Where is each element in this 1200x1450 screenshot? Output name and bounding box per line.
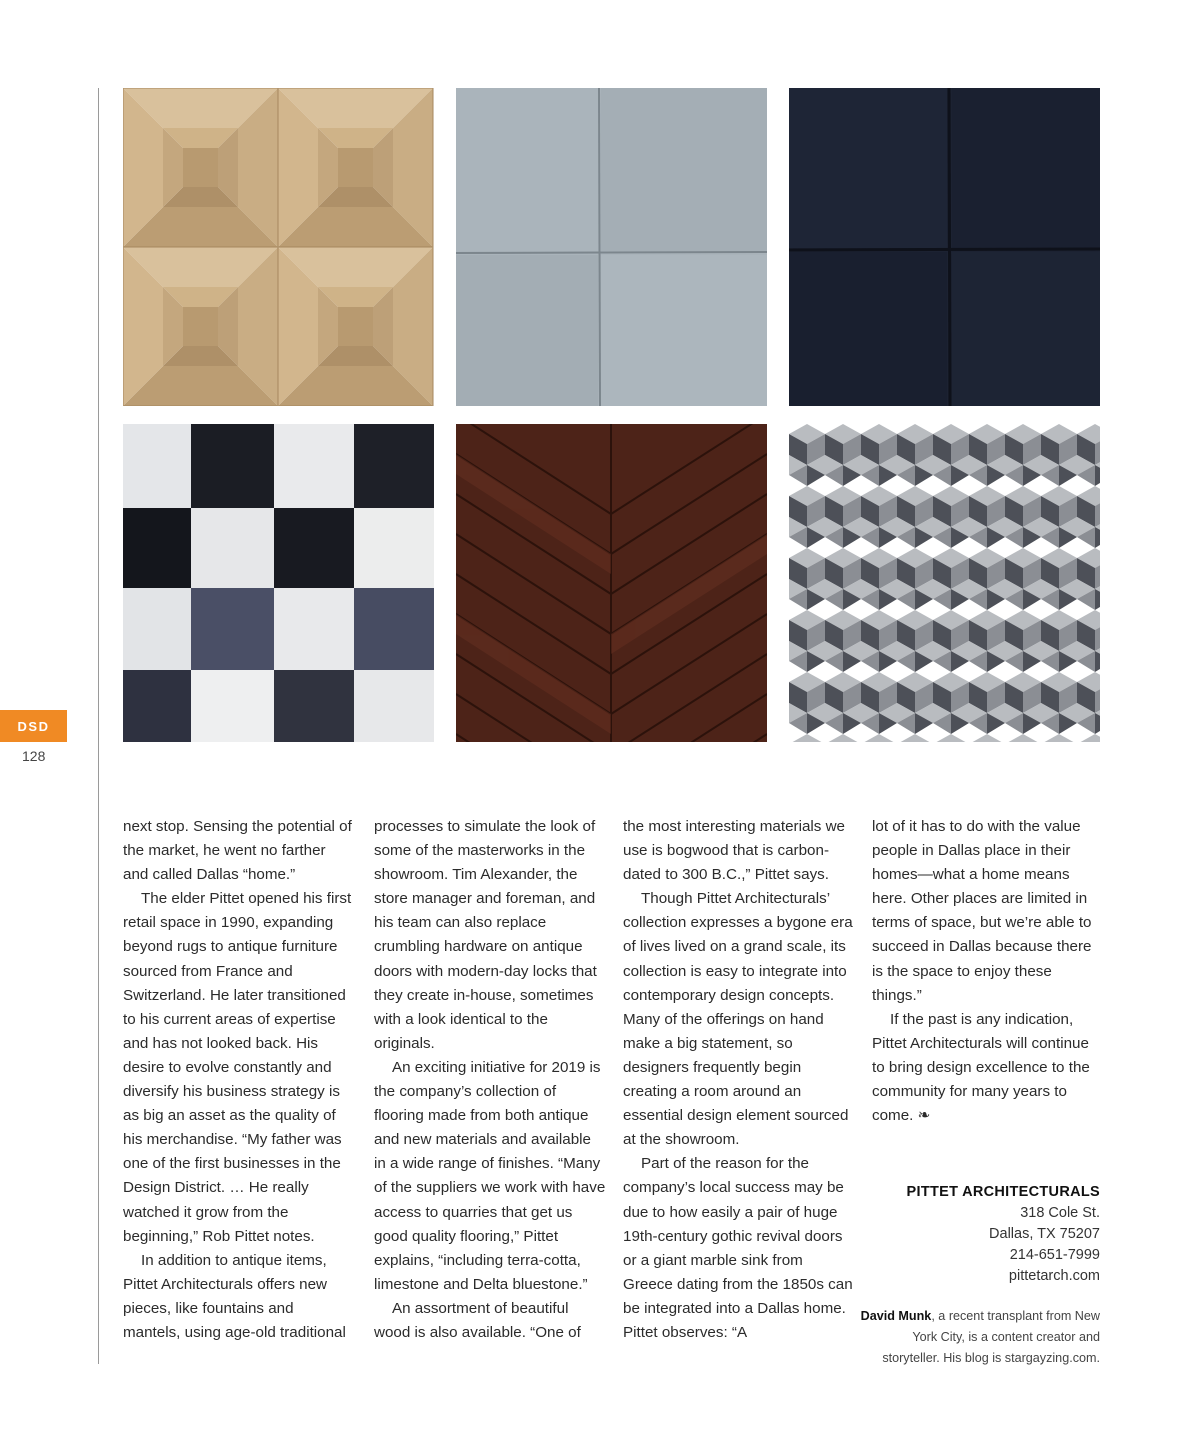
paragraph: processes to simulate the look of some of the masterworks in the showroom. Tim Alexander, the store manager and foreman, and his team can also replace crumbling hardware on antique doors with modern-day locks that they create in-house, sometimes with a look identical to the originals. [374,818,597,1052]
paragraph: In addition to antique items, Pittet Architecturals offers new pieces, like fountains and mantels, using age-old traditional [123,1251,346,1341]
tile-grey-limestone [456,88,767,406]
article-column-1 [123,815,355,1345]
paragraph: next stop. Sensing the potential of the market, he went no farther and called Dallas “home.” [123,818,352,884]
article-column-3 [623,815,855,1345]
author-name: David Munk [860,1309,932,1323]
section-tab: DSD [0,710,67,742]
author-bio [860,1306,1100,1369]
margin-rule [98,88,99,1364]
business-website[interactable]: pittetarch.com [1008,1268,1100,1284]
tile-marble-checkerboard [123,424,434,742]
paragraph: lot of it has to do with the value people in Dallas place in their homes—what a home means here. Other places are limited in terms of space, but we’re able to succeed in Dallas because there is the space to enjoy these things.” [872,818,1092,1004]
paragraph: If the past is any indication, Pittet Architecturals will continue to bring design excellence to the community for many years to come. ❧ [872,1010,1090,1125]
business-phone: 214-651-7999 [1009,1247,1100,1263]
paragraph: An exciting initiative for 2019 is the company’s collection of flooring made from both antique and new materials and available in a wide range of finishes. “Many of the suppliers we work with have access to quarries that get us good quality flooring,” Pittet explains, “including terra-cotta, limestone and Delta bluestone.” [374,1058,606,1293]
article-column-2 [374,815,606,1345]
paragraph: Part of the reason for the company’s local success may be due to how easily a pair of huge 19th-century gothic revival doors or a giant marble sink from Greece dating from the 1850s can be integrated into a Dallas home. Pittet observes: “A [623,1155,853,1341]
paragraph: The elder Pittet opened his first retail space in 1990, expanding beyond rugs to antique furniture sourced from France and Switzerland. He later transitioned to his current areas of expertise and has not looked back. His desire to evolve constantly and diversify his business strategy is as big an asset as the quality of his merchandise. “My father was one of the first businesses in the Design District. … He really watched it grow from the beginning,” Rob Pittet notes. [123,890,352,1245]
paragraph: the most interesting materials we use is bogwood that is carbon-dated to 300 B.C.,” Pittet says. [623,818,845,884]
paragraph: An assortment of beautiful wood is also available. “One of [374,1299,581,1341]
author-bio-text: , a recent transplant from New York City, is a content creator and storyteller. His blog is stargayzing.com. [882,1309,1100,1365]
business-street: 318 Cole St. [1020,1205,1100,1221]
business-city: Dallas, TX 75207 [989,1226,1100,1242]
paragraph: Though Pittet Architecturals’ collection expresses a bygone era of lives lived on a grand scale, its collection is easy to integrate into contemporary design concepts. Many of the offerings on hand make a big statement, so designers frequently begin creating a room around an essential design element sourced at the showroom. [623,890,853,1149]
tile-grey-cubes [789,424,1100,742]
business-info [860,1182,1100,1287]
page-number: 128 [22,748,46,764]
tile-dark-bluestone [789,88,1100,406]
article-column-4 [872,815,1104,1128]
tile-oak-parquet [123,88,434,406]
business-name: PITTET ARCHITECTURALS [906,1184,1100,1200]
tile-herringbone-wood [456,424,767,742]
